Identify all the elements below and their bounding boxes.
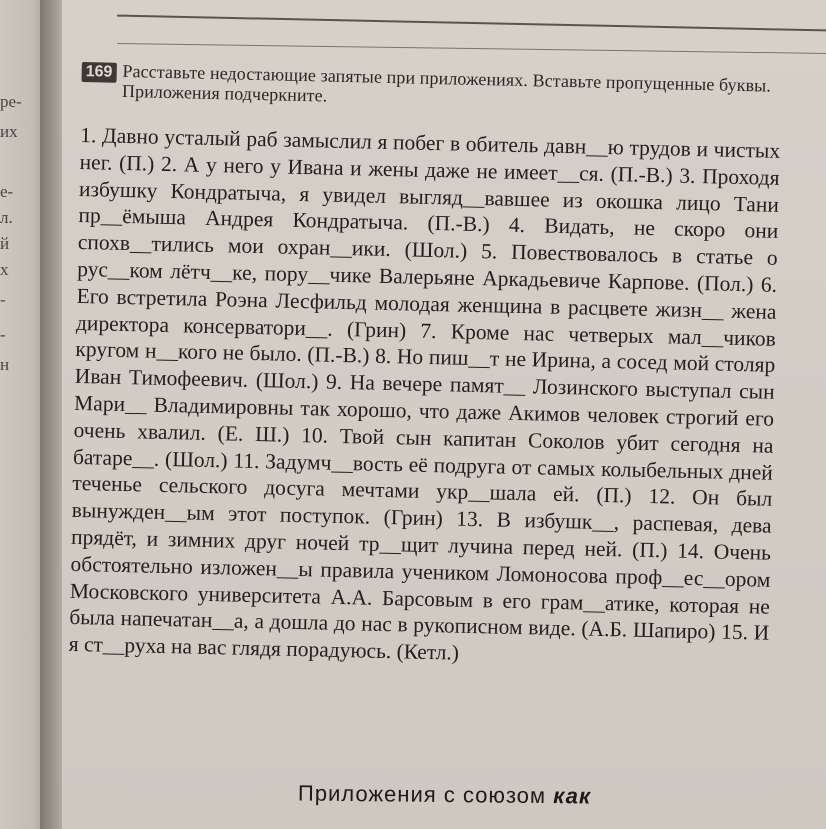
section-heading-emphasis: как	[553, 783, 592, 809]
section-heading-text: Приложения с союзом	[297, 780, 547, 809]
exercise-block	[68, 60, 781, 674]
task-number-badge: 169	[82, 62, 117, 83]
left-page-fragment: е-	[0, 182, 14, 201]
left-page-fragment: н	[0, 355, 10, 374]
left-page-fragment: х	[0, 260, 9, 279]
left-page-fragment: их	[0, 122, 18, 141]
left-page-fragment: -	[0, 325, 6, 344]
book-page	[62, 0, 826, 829]
task-header	[81, 60, 782, 116]
left-page-fragment: -	[0, 290, 6, 309]
left-page-fragment: л.	[0, 208, 13, 227]
left-page-fragment: ре-	[0, 92, 22, 111]
left-page-fragment: й	[0, 234, 10, 253]
exercise-text: 1. Давно усталый раб замыслил я побег в обитель давн__ю трудов и чистых нег. (П.) 2. А у него у Ивана и жены даже не имеет__ся. (П.-В.) 3. Проходя избушку Кондратыча, я увидел выгляд__вавшее из окошка лицо Тани пр__ёмыша Андрея Кондратыча. (П.-В.) 4. Видать, не скоро они спохв__тились мои охран__ики. (Шол.) 5. Повествовалось в статье о рус__ком лётч__ке, пору__чике Валерьяне Аркадьевиче Карпове. (Пол.) 6. Его встретила Роэна Лесфильд молодая женщина в расцвете жизн__ жена директора консерватори__. (Грин) 7. Кроме нас четверых мал__чиков кругом н__кого не было. (П.-В.) 8. Но пиш__т не Ирина, а сосед мой столяр Иван Тимофеевич. (Шол.) 9. На вечере памят__ Лозинского выступал сын Мари__ Владимировны так хорошо, что даже Акимов человек строгий его очень хвалил. (Е. Ш.) 10. Твой сын капитан Соколов убит сегодня на батаре__. (Шол.) 11. Задумч__вость её подруга от самых колыбельных дней теченье сельского досуга мечтами укр__шала ей. (П.) 12. Он был вынужден__ым этот поступок. (Грин) 13. В избушк__, распевая, дева прядёт, и зимних друг ночей тр__щит лучина перед ней. (П.) 14. Очень обстоятельно изложен__ы правила учеником Ломоносова проф__ес__ором Московского университета А.А. Барсовым в его грам__атике, которая не была напечатан__а, а дошла до нас в рукописном виде. (А.Б. Шапиро) 15. И я ст__руха на вас глядя порадуюсь. (Кетл.)	[68, 122, 781, 665]
top-rule	[117, 15, 826, 32]
task-instruction: Расставьте недостающие запятые при приложениях. Вставьте пропущенные буквы. Приложения подчеркните.	[121, 60, 772, 106]
second-rule	[117, 43, 826, 54]
section-heading	[298, 780, 591, 809]
